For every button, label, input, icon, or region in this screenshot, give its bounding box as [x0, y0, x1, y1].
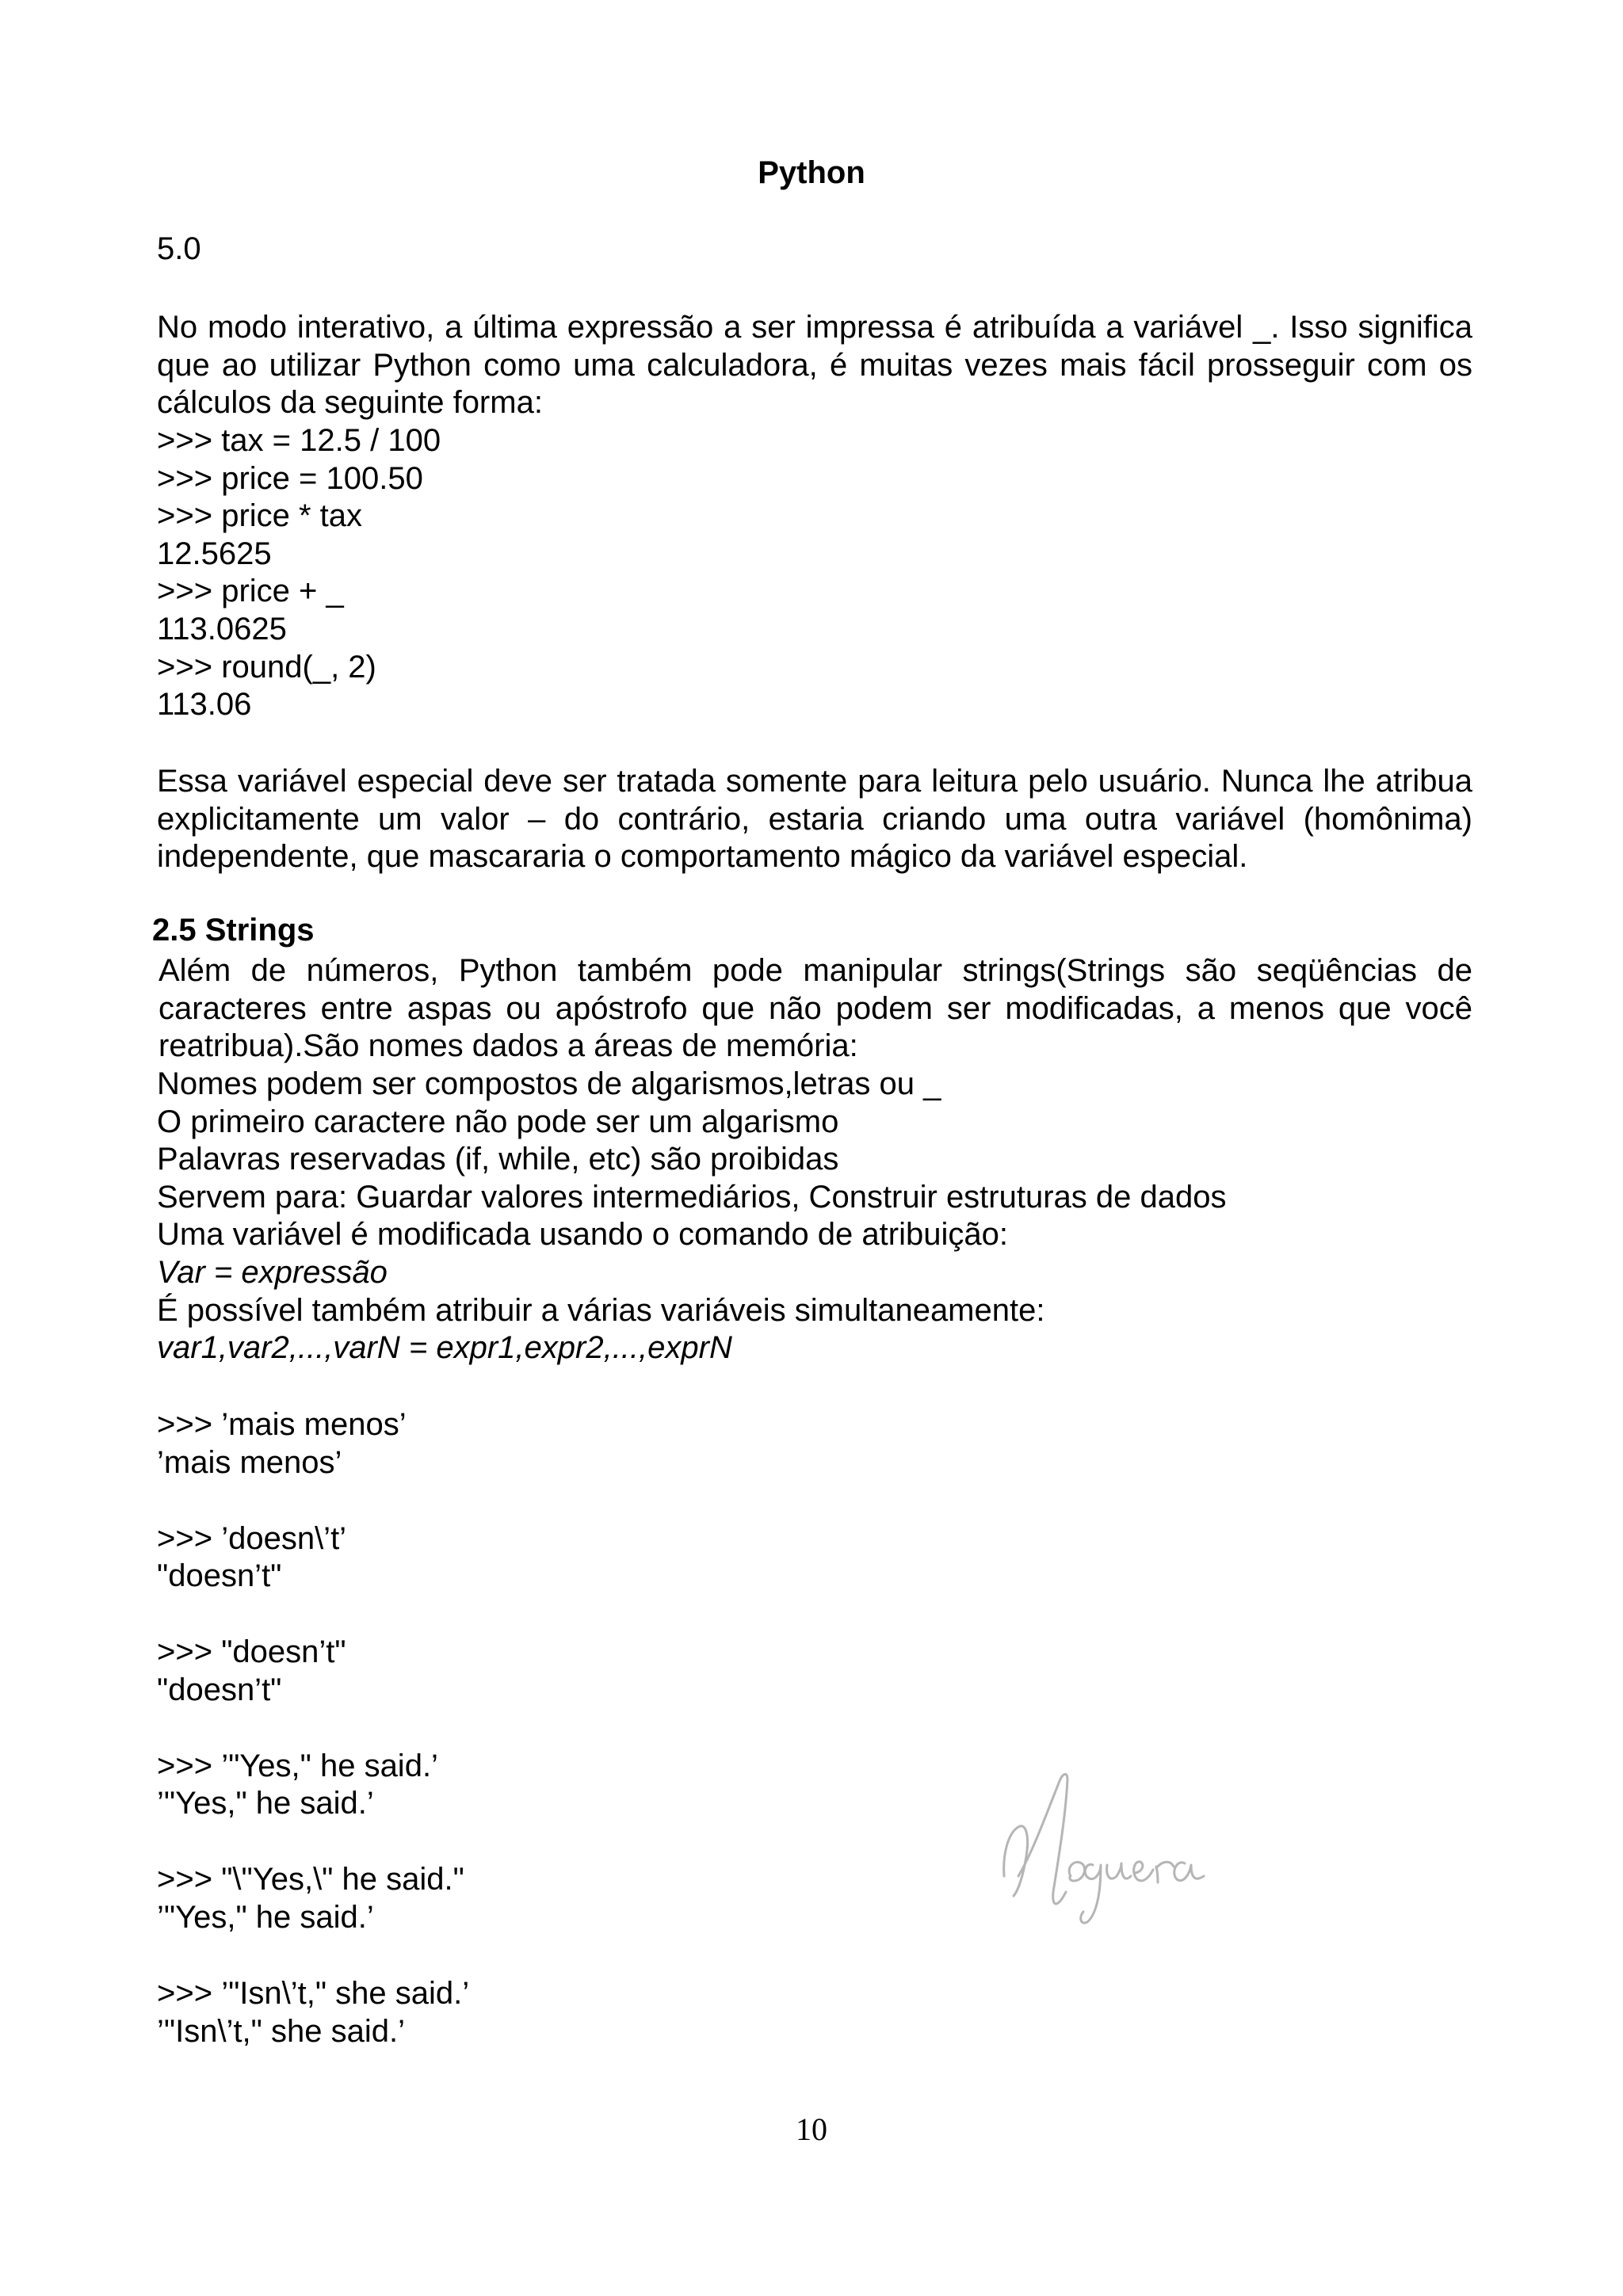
example-output: ’"Yes," he said.’ — [157, 1899, 374, 1935]
rule-item: O primeiro caractere não pode ser um algarismo — [157, 1104, 839, 1139]
example-input: >>> ’"Yes," he said.’ — [157, 1748, 438, 1783]
code-line: 113.0625 — [157, 611, 287, 646]
rule-item: Nomes podem ser compostos de algarismos,letras ou _ — [157, 1066, 941, 1101]
code-line: >>> price * tax — [157, 498, 363, 534]
code-line: >>> tax = 12.5 / 100 — [157, 423, 441, 458]
page-number: 10 — [796, 2111, 827, 2147]
intro-paragraph: No modo interativo, a última expressão a ser impressa é atribuída a variável _. Isso significa que ao utilizar Python como uma calculadora, é muitas vezes mais fácil prosseguir com os cálculos da seguinte forma: — [157, 310, 1472, 421]
example-pair — [157, 1975, 469, 2051]
version-label: 5.0 — [157, 231, 201, 266]
example-pair — [157, 1406, 469, 1520]
example-output: ’mais menos’ — [157, 1444, 342, 1480]
example-output: "doesn’t" — [157, 1558, 282, 1594]
code-block-1 — [157, 422, 441, 724]
assign-syntax: Var = expressão — [157, 1254, 388, 1290]
example-input: >>> "\"Yes,\" he said." — [157, 1862, 464, 1897]
example-output: ’"Yes," he said.’ — [157, 1786, 374, 1821]
multi-assign-text: É possível também atribuir a várias variáveis simultaneamente: — [157, 1292, 1045, 1328]
signature-watermark — [995, 1757, 1256, 1939]
warning-paragraph: Essa variável especial deve ser tratada somente para leitura pelo usuário. Nunca lhe atribua explicitamente um valor – do contrário, estaria criando uma outra variável (homônima) independente, que mascararia o comportamento mágico da variável especial. — [157, 764, 1472, 875]
example-input: >>> ’"Isn\’t," she said.’ — [157, 1975, 470, 2011]
string-examples — [157, 1406, 469, 2051]
code-line: 113.06 — [157, 687, 252, 723]
rules-list — [157, 1066, 1227, 1367]
rule-item: Palavras reservadas (if, while, etc) são proibidas — [157, 1142, 839, 1177]
example-output: ’"Isn\’t," she said.’ — [157, 2013, 405, 2049]
example-input: >>> ’mais menos’ — [157, 1407, 407, 1442]
rule-item: Uma variável é modificada usando o comando de atribuição: — [157, 1217, 1008, 1253]
code-line: 12.5625 — [157, 536, 272, 571]
strings-paragraph: Além de números, Python também pode manipular strings(Strings são seqüências de caracteres entre aspas ou apóstrofo que não podem ser modificadas, a menos que você reatribua).São nomes dados a áreas de memória: — [158, 953, 1472, 1064]
code-line: >>> round(_, 2) — [157, 649, 376, 685]
code-line: >>> price = 100.50 — [157, 460, 423, 496]
example-output: "doesn’t" — [157, 1672, 282, 1707]
page-title: Python — [758, 155, 865, 190]
example-pair — [157, 1634, 469, 1748]
example-pair — [157, 1861, 469, 1975]
rule-item: Servem para: Guardar valores intermediários, Construir estruturas de dados — [157, 1179, 1227, 1215]
example-pair — [157, 1748, 469, 1862]
code-line: >>> price + _ — [157, 574, 344, 609]
multi-assign-syntax: var1,var2,...,varN = expr1,expr2,...,exprN — [157, 1330, 732, 1366]
example-pair — [157, 1520, 469, 1634]
section-heading: 2.5 Strings — [152, 913, 315, 948]
example-input: >>> "doesn’t" — [157, 1634, 346, 1670]
example-input: >>> ’doesn\’t’ — [157, 1520, 347, 1556]
